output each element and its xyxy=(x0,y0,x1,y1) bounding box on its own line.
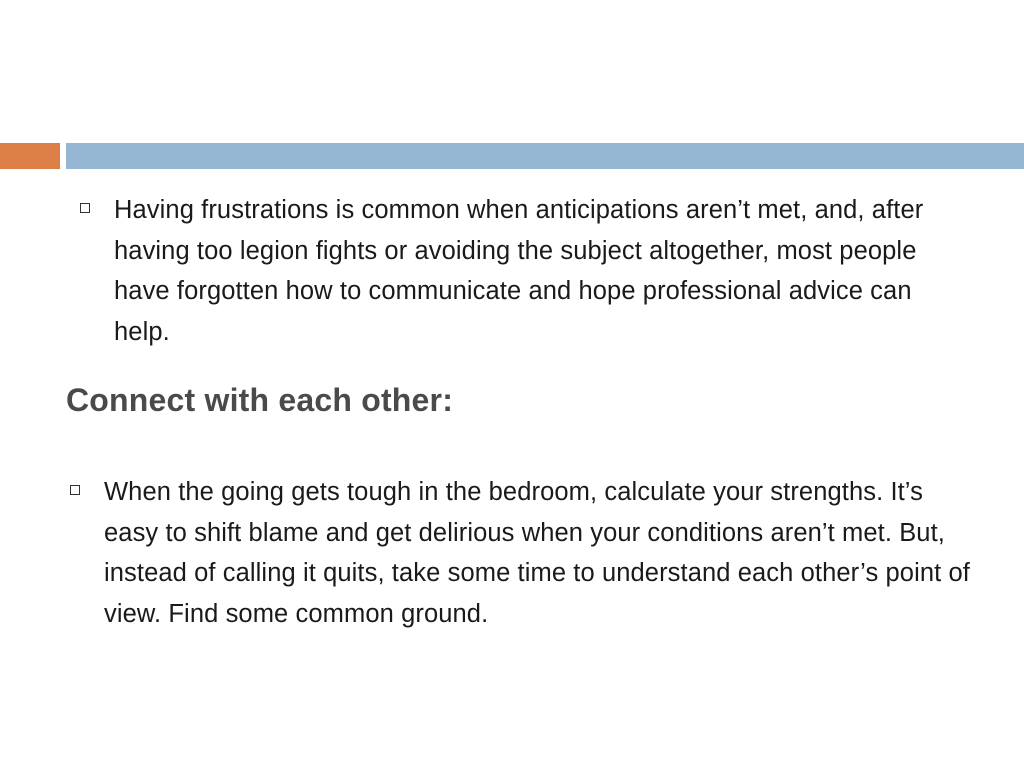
bullet-item-first xyxy=(80,190,960,352)
bullet-text-first: Having frustrations is common when anticipations aren’t met, and, after having too legion fights or avoiding the subject altogether, most people have forgotten how to communicate and hope professional advice can help. xyxy=(114,196,924,346)
header-main-bar xyxy=(66,143,1024,169)
section-heading: Connect with each other: xyxy=(66,382,454,418)
bullet-item-second xyxy=(70,472,970,634)
header-accent-bar xyxy=(0,143,60,169)
hollow-square-bullet-icon xyxy=(80,203,90,213)
bullet-text-second: When the going gets tough in the bedroom, calculate your strengths. It’s easy to shift blame and get delirious when your conditions aren’t met. But, instead of calling it quits, take some time to understand each other’s point of view. Find some common ground. xyxy=(104,478,970,628)
hollow-square-bullet-icon xyxy=(70,485,80,495)
